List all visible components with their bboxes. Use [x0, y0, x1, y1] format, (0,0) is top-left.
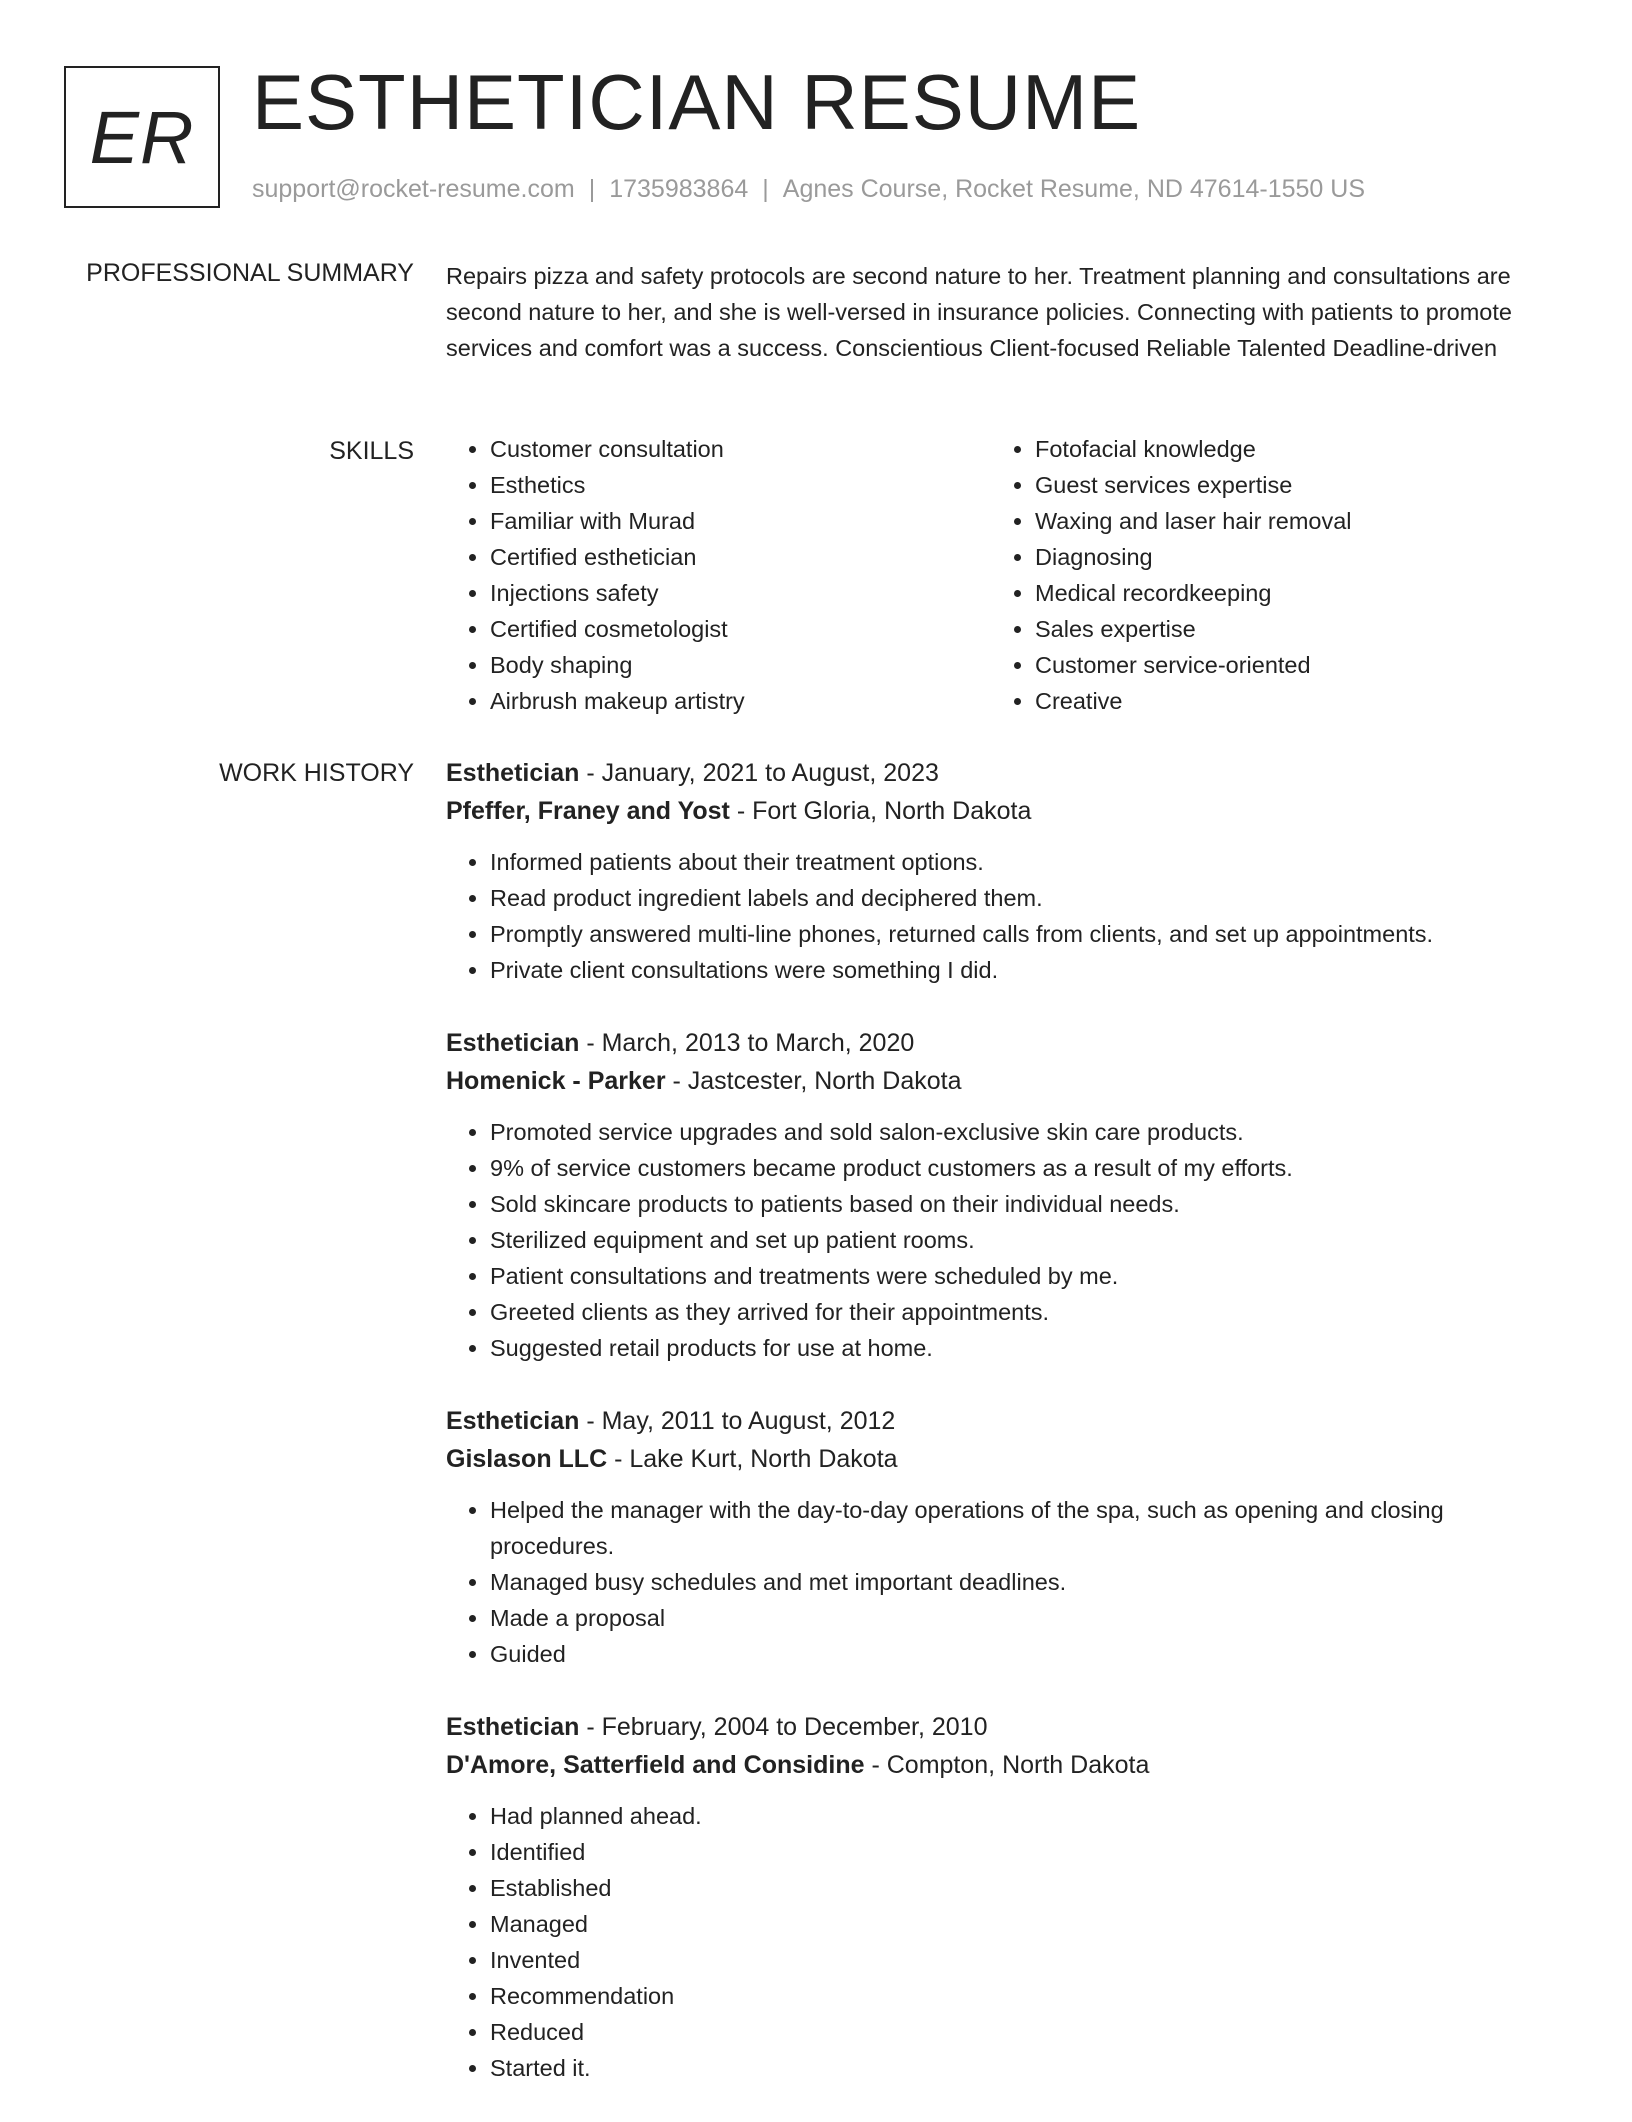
job-bullet: • Read product ingredient labels and deciphered them. [490, 880, 1536, 916]
job-company: Gislason LLC [446, 1445, 608, 1473]
contact-separator: | [762, 175, 769, 203]
skill-item: • Certified esthetician [490, 539, 991, 575]
job-company: Homenick - Parker [446, 1067, 666, 1095]
job-dates: - January, 2021 to August, 2023 [579, 759, 939, 787]
job-bullet: • Recommendation [490, 1978, 1536, 2014]
job-title: Esthetician [446, 1713, 580, 1741]
skill-item: • Familiar with Murad [490, 503, 991, 539]
skill-item: • Waxing and laser hair removal [1035, 503, 1536, 539]
job-location: - Compton, North Dakota [864, 1751, 1150, 1779]
job-bullet: • Helped the manager with the day-to-day operations of the spa, such as opening and closing procedures. [490, 1492, 1536, 1564]
skill-item: • Medical recordkeeping [1035, 575, 1536, 611]
job-title: Esthetician [446, 1029, 580, 1057]
job-bullet: • Informed patients about their treatment options. [490, 844, 1536, 880]
skill-item: • Fotofacial knowledge [1035, 431, 1536, 467]
skill-item: • Body shaping [490, 647, 991, 683]
skill-item: • Customer service-oriented [1035, 647, 1536, 683]
job-company-line [446, 1746, 1536, 1784]
resume-title: ESTHETICIAN RESUME [252, 58, 1142, 146]
job-dates: - February, 2004 to December, 2010 [579, 1713, 988, 1741]
monogram-initials: ER [89, 95, 195, 179]
summary-section [446, 258, 1536, 366]
job-bullet: • Greeted clients as they arrived for their appointments. [490, 1294, 1536, 1330]
monogram-box [64, 66, 220, 208]
job-bullets [446, 1114, 1536, 1366]
job-bullet: • Suggested retail products for use at home. [490, 1330, 1536, 1366]
job-bullet: • Identified [490, 1834, 1536, 1870]
skill-item: • Certified cosmetologist [490, 611, 991, 647]
job-dates: - March, 2013 to March, 2020 [579, 1029, 915, 1057]
skill-item: • Esthetics [490, 467, 991, 503]
job-company-line [446, 792, 1536, 830]
job-bullet: • Patient consultations and treatments were scheduled by me. [490, 1258, 1536, 1294]
skill-item: • Sales expertise [1035, 611, 1536, 647]
job-bullet: • Invented [490, 1942, 1536, 1978]
summary-heading: PROFESSIONAL SUMMARY [86, 259, 414, 287]
job-company: Pfeffer, Franey and Yost [446, 797, 730, 825]
contact-email: support@rocket-resume.com [252, 175, 575, 203]
job-company: D'Amore, Satterfield and Considine [446, 1751, 865, 1779]
contact-separator: | [588, 175, 596, 203]
job-title: Esthetician [446, 759, 580, 787]
job-bullet: • Sterilized equipment and set up patient rooms. [490, 1222, 1536, 1258]
contact-address: Agnes Course, Rocket Resume, ND 47614-1550 US [782, 175, 1366, 203]
job-entry [446, 1024, 1536, 1366]
job-bullet: • Promoted service upgrades and sold salon-exclusive skin care products. [490, 1114, 1536, 1150]
skills-section [446, 431, 1536, 719]
job-bullet: • Started it. [490, 2050, 1536, 2086]
job-bullets [446, 1492, 1536, 1672]
job-location: - Lake Kurt, North Dakota [607, 1445, 898, 1473]
job-title-line [446, 1708, 1536, 1746]
skill-item: • Customer consultation [490, 431, 991, 467]
job-bullets [446, 844, 1536, 988]
skill-item: • Airbrush makeup artistry [490, 683, 991, 719]
job-title-line [446, 1024, 1536, 1062]
skills-column-left [446, 431, 991, 719]
job-bullets [446, 1798, 1536, 2086]
skills-column-right [991, 431, 1536, 719]
job-bullet: • Reduced [490, 2014, 1536, 2050]
summary-text: Repairs pizza and safety protocols are second nature to her. Treatment planning and consultations are second nature to her, and she is well-versed in insurance policies. Connecting with patients to promote services and comfort was a success. Conscientious Client-focused Reliable Talented Deadline-driven [446, 263, 1512, 361]
job-bullet: • Promptly answered multi-line phones, returned calls from clients, and set up appointments. [490, 916, 1536, 952]
job-bullet: • 9% of service customers became product customers as a result of my efforts. [490, 1150, 1536, 1186]
job-bullet: • Made a proposal [490, 1600, 1536, 1636]
job-bullet: • Managed [490, 1906, 1536, 1942]
job-company-line [446, 1440, 1536, 1478]
skill-item: • Injections safety [490, 575, 991, 611]
job-dates: - May, 2011 to August, 2012 [579, 1407, 896, 1435]
skills-heading: SKILLS [329, 437, 414, 465]
job-bullet: • Guided [490, 1636, 1536, 1672]
job-entry [446, 1708, 1536, 2086]
job-location: - Jastcester, North Dakota [665, 1067, 962, 1095]
job-location: - Fort Gloria, North Dakota [729, 797, 1032, 825]
job-bullet: • Sold skincare products to patients based on their individual needs. [490, 1186, 1536, 1222]
skill-item: • Creative [1035, 683, 1536, 719]
job-bullet: • Established [490, 1870, 1536, 1906]
job-entry [446, 1402, 1536, 1672]
contact-phone: 1735983864 [609, 175, 749, 203]
job-bullet: • Managed busy schedules and met important deadlines. [490, 1564, 1536, 1600]
job-bullet: • Private client consultations were something I did. [490, 952, 1536, 988]
job-company-line [446, 1062, 1536, 1100]
skill-item: • Guest services expertise [1035, 467, 1536, 503]
job-title: Esthetician [446, 1407, 580, 1435]
work-history-heading: WORK HISTORY [219, 759, 414, 787]
skill-item: • Diagnosing [1035, 539, 1536, 575]
job-bullet: • Had planned ahead. [490, 1798, 1536, 1834]
job-entry [446, 754, 1536, 988]
contact-line [252, 174, 1365, 204]
job-title-line [446, 754, 1536, 792]
job-title-line [446, 1402, 1536, 1440]
work-history-section [446, 754, 1536, 2122]
